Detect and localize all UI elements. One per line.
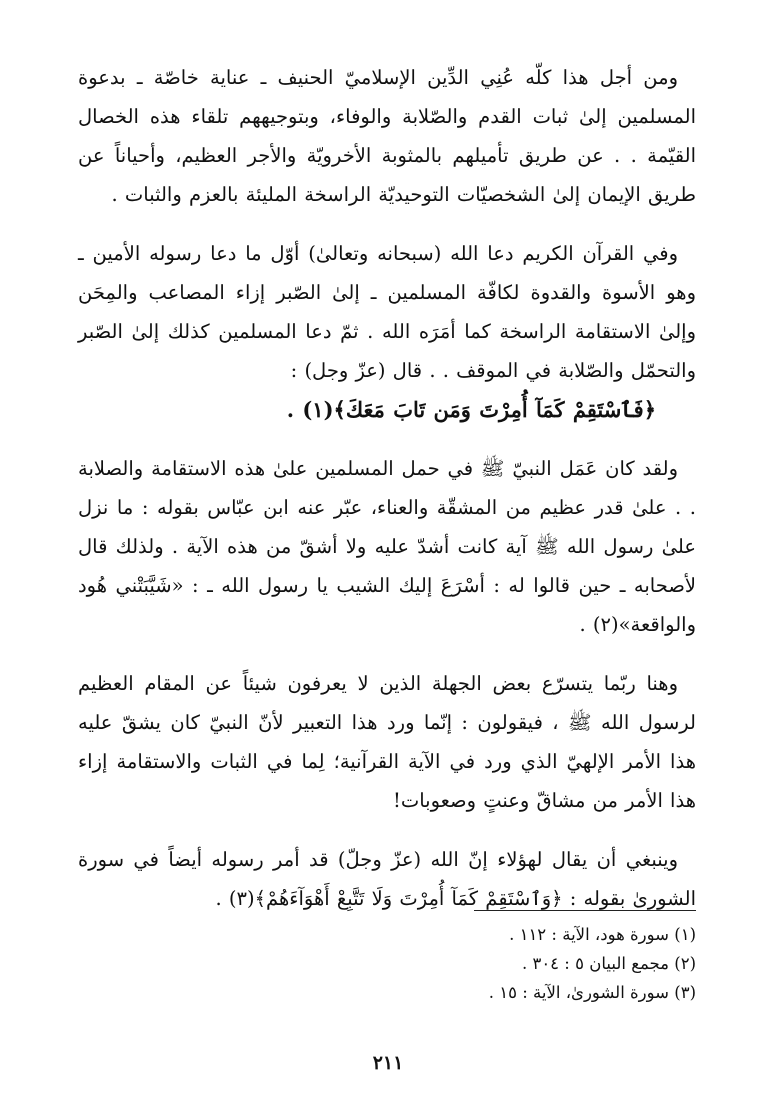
page-number: ٢١١	[372, 1052, 404, 1074]
quran-verse: ﴿فَٱسْتَقِمْ كَمَآ أُمِرْتَ وَمَن تَابَ مَعَكَ﴾(١) .	[286, 397, 656, 422]
footnote-divider	[474, 910, 696, 911]
paragraph: وينبغي أن يقال لهؤلاء إنّ الله (عزّ وجلّ) قد أمر رسوله أيضاً في سورة الشورىٰ بقوله : ﴿وَٱسْتَقِمْ كَمَآ أُمِرْتَ وَلَا تَتَّبِعْ أَهْوَآءَهُمْ﴾(٣) .	[78, 848, 696, 910]
paragraph: وهنا ربّما يتسرّع بعض الجهلة الذين لا يعرفون شيئاً عن المقام العظيم لرسول الله ﷺ ، فيقولون : إنّما ورد هذا التعبير لأنّ النبيّ كان يشقّ عليه هذا الأمر الإلهيّ الذي ورد في الآية القرآنية؛ لِما في الثبات والاستقامة إزاء هذا الأمر من مشاقّ وعنتٍ وصعوبات!	[78, 672, 696, 812]
footnote: (١) سورة هود، الآية : ١١٢ .	[509, 925, 696, 944]
footnote: (٢) مجمع البيان ٥ : ٣٠٤ .	[521, 954, 696, 973]
footnote: (٣) سورة الشورىٰ، الآية : ١٥ .	[488, 983, 696, 1002]
paragraph: ومن أجل هذا كلّه عُنِي الدِّين الإسلاميّ الحنيف ـ عناية خاصّة ـ بدعوة المسلمين إلىٰ ثبات القدم والصّلابة والوفاء، وبتوجيههم تلقاء هذه الخصال القيّمة . . عن طريق تأميلهم بالمثوبة الأخرويّة والأجر العظيم، وأحياناً عن طريق الإيمان إلىٰ الشخصيّات التوحيديّة الراسخة المليئة بالعزم والثبات .	[78, 66, 696, 206]
footnotes	[276, 920, 696, 1007]
paragraph: وفي القرآن الكريم دعا الله (سبحانه وتعالىٰ) أوّل ما دعا رسوله الأمين ـ وهو الأسوة والقدوة لكافّة المسلمين ـ إلىٰ الصّبر إزاء المصاعب والمِحَن وإلىٰ الاستقامة الراسخة كما أمَرَه الله . ثمّ دعا المسلمين كذلك إلىٰ الصّبر والتحمّل والصّلابة في الموقف . . قال (عزّ وجل) :	[78, 242, 696, 382]
paragraph: ولقد كان عَمَل النبيّ ﷺ في حمل المسلمين علىٰ هذه الاستقامة والصلابة . . علىٰ قدر عظيم من المشقّة والعناء، عبّر عنه ابن عبّاس بقوله : ما نزل علىٰ رسول الله ﷺ آية كانت أشدّ عليه ولا أشقّ من هذه الآية . ولذلك قال لأصحابه ـ حين قالوا له : أسْرَعَ إليك الشيب يا رسول الله ـ : «شَيَّبَتْني هُود والواقعة»(٢) .	[78, 457, 696, 636]
body-text	[78, 58, 696, 938]
